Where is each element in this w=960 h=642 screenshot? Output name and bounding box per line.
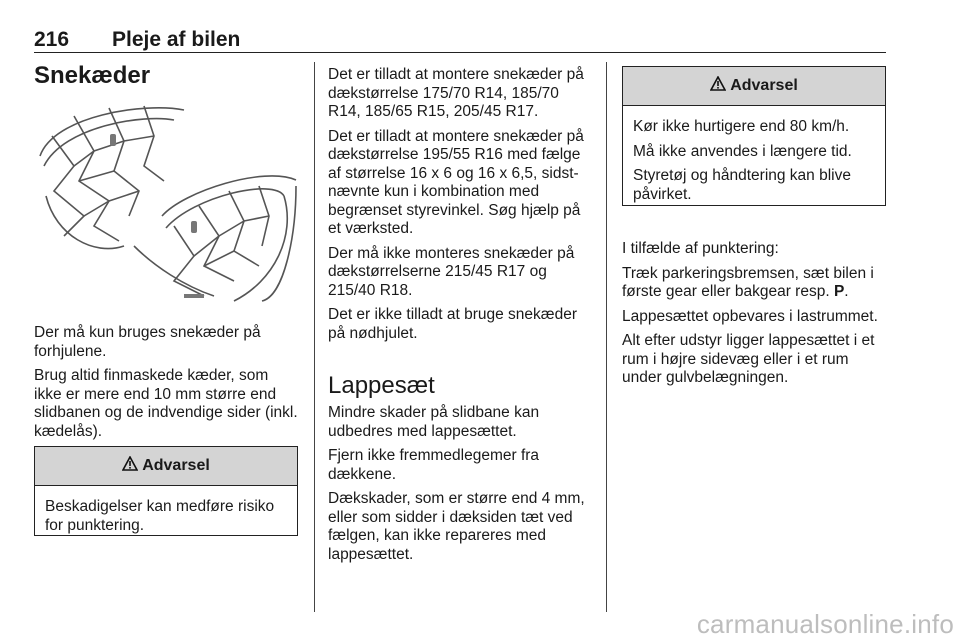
column-divider [606, 62, 607, 612]
paragraph: Det er tilladt at montere snekæder på dækstørrelse 175/70 R14, 185/70 R14, 185/65 R15, 205/45 R17. [328, 66, 584, 120]
warning-body [35, 486, 297, 549]
section-title-repair-kit: Lappesæt [328, 372, 435, 399]
page-header [34, 26, 886, 53]
watermark: carmanualsonline.info [696, 609, 954, 639]
paragraph: Det er tilladt at montere snekæder på dækstørrelse 195/55 R16 med fælge af størrelse 16 x 6 og 16 x 6,5, sidst-nævnte kun i kombination med begrænset styrevinkel. Søg hjælp på et værksted. [328, 127, 584, 237]
snow-chain-illustration [34, 96, 298, 310]
text-run: Træk parkeringsbremsen, sæt bilen i første gear eller bakgear resp. [622, 264, 874, 300]
paragraph: Der må ikke monteres snekæder på dækstørrelserne 215/45 R17 og 215/40 R18. [328, 244, 575, 299]
paragraph [622, 265, 888, 302]
middle-column-subtext [328, 404, 592, 570]
paragraph: Der må kun bruges snekæder på forhjulene. [34, 324, 261, 360]
warning-box-right [622, 66, 886, 206]
section-title-snow-chains: Snekæder [34, 62, 151, 89]
warning-triangle-icon [710, 76, 726, 96]
paragraph: Alt efter udstyr ligger lappesættet i et rum i højre sidevæg eller i et rum under gulvbelægningen. [622, 332, 875, 386]
right-column-text [622, 240, 888, 394]
chapter-title: Pleje af bilen [112, 28, 241, 51]
warning-item: Styretøj og håndtering kan blive påvirket. [633, 167, 851, 203]
paragraph: Mindre skader på slidbane kan udbedres med lappesættet. [328, 404, 540, 440]
warning-body [623, 106, 885, 218]
page-number: 216 [34, 28, 70, 51]
paragraph: Dækskader, som er større end 4 mm, eller som sidder i dæksiden tæt ved fælgen, kan ikke repareres med lappesættet. [328, 490, 585, 563]
paragraph: Lappesættet opbevares i lastrummet. [622, 307, 878, 325]
warning-heading: Advarsel [730, 77, 798, 94]
paragraph: Det er ikke tilladt at bruge snekæder på nødhjulet. [328, 306, 577, 342]
middle-column-text [328, 66, 592, 349]
warning-item: Kør ikke hurtigere end 80 km/h. [633, 118, 850, 135]
left-column-text [34, 324, 298, 447]
warning-item: Må ikke anvendes i længere tid. [633, 142, 852, 160]
warning-triangle-icon [122, 456, 138, 476]
warning-header [35, 447, 297, 486]
text-run: . [844, 283, 849, 300]
column-divider [314, 62, 315, 612]
gear-p-label: P [833, 283, 845, 300]
warning-box-left [34, 446, 298, 536]
paragraph: Fjern ikke fremmedlegemer fra dækkene. [328, 447, 540, 483]
warning-header [623, 67, 885, 106]
paragraph: I tilfælde af punktering: [622, 240, 779, 257]
warning-text: Beskadigelser kan medføre risiko for punktering. [45, 498, 275, 534]
paragraph: Brug altid finmaskede kæder, som ikke er mere end 10 mm større end slidbanen og de indvendige sider (inkl. kædelås). [34, 367, 298, 440]
warning-heading: Advarsel [142, 457, 210, 474]
